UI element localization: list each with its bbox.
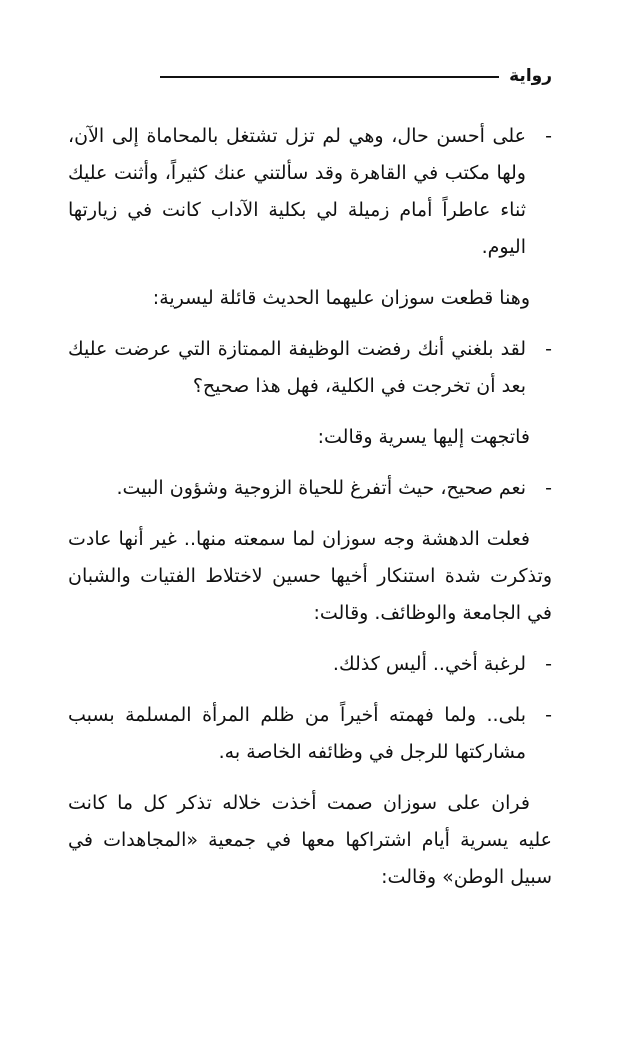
running-header (160, 62, 552, 90)
dialogue-text: بلى.. ولما فهمته أخيراً من ظلم المرأة المسلمة بسبب مشاركتها للرجل في وظائفه الخاصة به. (68, 704, 526, 763)
narration-paragraph: فاتجهت إليها يسرية وقالت: (317, 426, 530, 448)
header-rule (160, 76, 499, 78)
dialogue-text: نعم صحيح، حيث أتفرغ للحياة الزوجية وشؤون البيت. (116, 477, 526, 499)
dialogue-paragraph (68, 118, 552, 266)
dialogue-dash: - (545, 704, 552, 726)
dialogue-text: لرغبة أخي.. أليس كذلك. (332, 653, 526, 675)
dialogue-paragraph (68, 331, 552, 405)
dialogue-text: لقد بلغني أنك رفضت الوظيفة الممتازة التي عرضت عليك بعد أن تخرجت في الكلية، فهل هذا صحيح؟ (68, 338, 526, 397)
header-title: رواية (509, 66, 552, 86)
dialogue-paragraph (68, 646, 552, 683)
dialogue-paragraph (68, 697, 552, 771)
dialogue-dash: - (545, 125, 552, 147)
dialogue-dash: - (545, 338, 552, 360)
narration-paragraph: فعلت الدهشة وجه سوزان لما سمعته منها.. غير أنها عادت وتذكرت شدة استنكار أخيها حسين لاختلاط الفتيات والشبان في الجامعة والوظائف. وقالت: (68, 528, 552, 624)
dialogue-dash: - (545, 477, 552, 499)
dialogue-paragraph (68, 470, 552, 507)
narration-paragraph: فران على سوزان صمت أخذت خلاله تذكر كل ما كانت عليه يسرية أيام اشتراكها معها في جمعية «المجاهدات في سبيل الوطن» وقالت: (68, 792, 552, 888)
dialogue-dash: - (545, 653, 552, 675)
dialogue-text: على أحسن حال، وهي لم تزل تشتغل بالمحاماة إلى الآن، ولها مكتب في القاهرة وقد سألتني عنك كثيراً، وأثنت عليك ثناء عاطراً أمام زميلة لي بكلية الآداب كانت في زيارتها اليوم. (68, 125, 526, 258)
page-body (68, 118, 552, 910)
narration-paragraph: وهنا قطعت سوزان عليهما الحديث قائلة ليسرية: (152, 287, 530, 309)
